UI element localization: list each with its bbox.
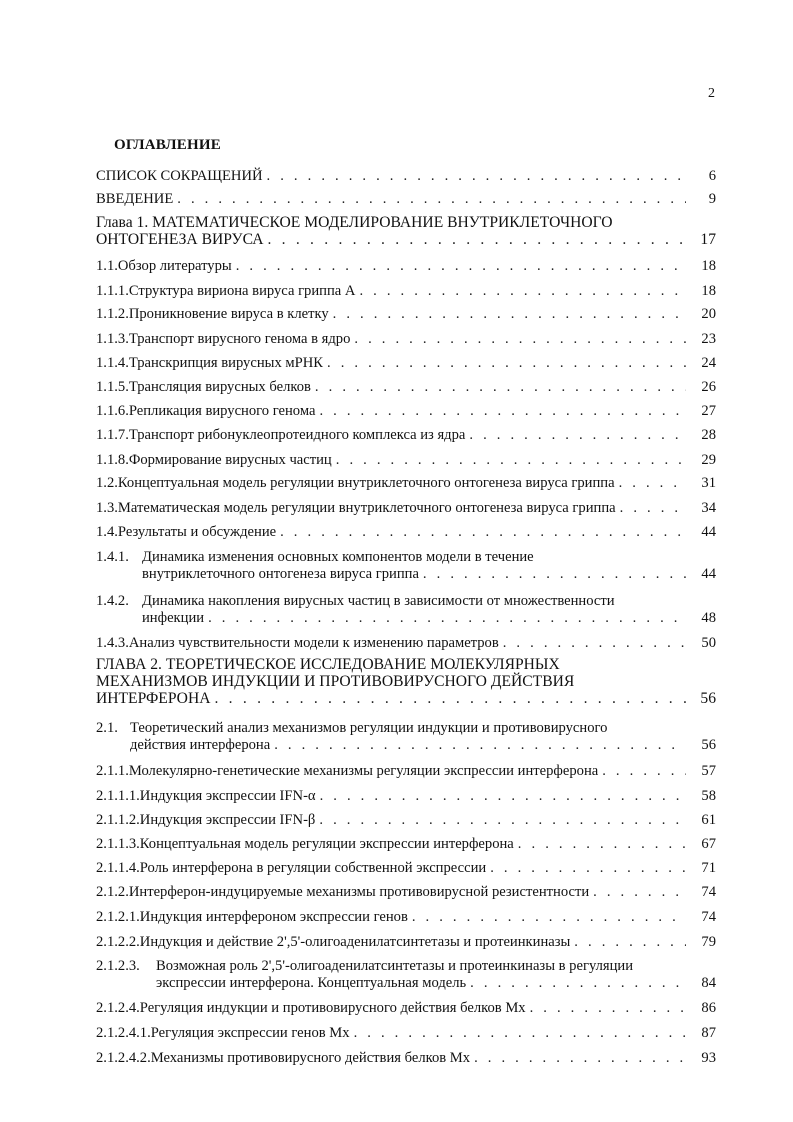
toc-entry-number: 2.1.2.3. (96, 958, 140, 974)
dot-leader (319, 403, 686, 420)
toc-page-number: 44 (701, 524, 716, 540)
toc-entry-title: Транскрипция вирусных мРНК (128, 355, 324, 371)
dot-leader (474, 1050, 686, 1067)
toc-page-number: 74 (701, 884, 716, 900)
toc-entry-number: 1.4.1. (96, 549, 129, 565)
toc-entry-title: действия интерферона (130, 737, 271, 753)
toc-title: ОГЛАВЛЕНИЕ (114, 137, 221, 153)
toc-page-number: 31 (701, 475, 716, 491)
toc-entry-title: Формирование вирусных частиц (128, 452, 332, 468)
dot-leader (469, 427, 686, 444)
toc-entry-title: ГЛАВА 2. ТЕОРЕТИЧЕСКОЕ ИССЛЕДОВАНИЕ МОЛЕКУЛЯРНЫХ (96, 656, 560, 673)
toc-entry-title: Индукция экспрессии IFN-β (139, 812, 316, 828)
dot-leader (327, 355, 686, 372)
toc-entry-title: Анализ чувствительности модели к изменению параметров (128, 635, 499, 651)
toc-entry[interactable] (96, 1050, 716, 1067)
toc-entry-number: 1.1.3. (96, 331, 129, 347)
toc-entry-title: Индукция интерфероном экспрессии генов (139, 909, 408, 925)
toc-entry[interactable] (96, 812, 716, 829)
dot-leader (320, 788, 686, 805)
toc-entry-number: 1.4.2. (96, 593, 129, 609)
toc-entry-title: Интерферон-индуцируемые механизмы противовирусной резистентности (128, 884, 590, 900)
toc-entry-title: МЕХАНИЗМОВ ИНДУКЦИИ И ПРОТИВОВИРУСНОГО ДЕЙСТВИЯ (96, 673, 575, 690)
dot-leader (274, 737, 686, 754)
toc-entry-title: Транспорт рибонуклеопротеидного комплекса из ядра (128, 427, 466, 443)
toc-entry-number: 1.1.5. (96, 379, 129, 395)
dot-leader (267, 231, 686, 248)
toc-entry-title: Механизмы противовирусного действия белков Мх (150, 1050, 471, 1066)
toc-entry-title: Глава 1. МАТЕМАТИЧЕСКОЕ МОДЕЛИРОВАНИЕ ВНУТРИКЛЕТОЧНОГО (96, 214, 613, 231)
toc-entry[interactable] (96, 168, 716, 185)
toc-page-number: 84 (701, 975, 716, 991)
toc-page-number: 57 (701, 763, 716, 779)
toc-entry-number: 1.1. (96, 258, 118, 274)
toc-entry[interactable] (96, 524, 716, 541)
toc-page-number: 61 (701, 812, 716, 828)
dot-leader (280, 524, 686, 541)
toc-page-number: 56 (700, 690, 716, 707)
page-number: 2 (708, 86, 715, 101)
toc-page-number: 93 (701, 1050, 716, 1066)
toc-entry-number: 1.4. (96, 524, 118, 540)
toc-entry[interactable] (96, 934, 716, 951)
toc-entry-number: 2.1.2.1. (96, 909, 140, 925)
toc-entry-number: 1.1.8. (96, 452, 129, 468)
toc-entry-number: 1.1.1. (96, 283, 129, 299)
toc-entry-title: экспрессии интерферона. Концептуальная модель (156, 975, 467, 991)
toc-entry-number: 2.1.1.4. (96, 860, 140, 876)
toc-entry[interactable] (96, 355, 716, 372)
toc-entry-title: Концептуальная модель регуляции внутриклеточного онтогенеза вируса гриппа (117, 475, 615, 491)
dot-leader (412, 909, 686, 926)
toc-entry-title: Результаты и обсуждение (117, 524, 277, 540)
toc-entry-number: 1.4.3. (96, 635, 129, 651)
toc-page-number: 18 (701, 258, 716, 274)
toc-entry-title: ИНТЕРФЕРОНА (96, 690, 211, 707)
toc-entry-number: 2.1.2. (96, 884, 129, 900)
toc-entry[interactable] (96, 191, 716, 208)
toc-page-number: 24 (701, 355, 716, 371)
toc-entry[interactable] (96, 283, 716, 300)
toc-entry[interactable] (96, 763, 716, 780)
toc-page-number: 6 (708, 168, 716, 184)
toc-entry-title: Теоретический анализ механизмов регуляции индукции и противовирусного (130, 720, 608, 736)
toc-entry[interactable] (96, 258, 716, 275)
toc-page-number: 79 (701, 934, 716, 950)
toc-entry-title: СПИСОК СОКРАЩЕНИЙ (96, 168, 263, 184)
toc-page-number: 26 (701, 379, 716, 395)
dot-leader (354, 331, 686, 348)
toc-entry[interactable] (96, 331, 716, 348)
toc-page-number: 67 (701, 836, 716, 852)
dot-leader (336, 452, 686, 469)
dot-leader (208, 610, 686, 627)
dot-leader (503, 635, 686, 652)
toc-entry[interactable] (96, 1025, 716, 1042)
toc-page-number: 9 (708, 191, 716, 207)
toc-entry[interactable] (96, 884, 716, 901)
dot-leader (518, 836, 686, 853)
toc-entry-title: Транспорт вирусного генома в ядро (128, 331, 351, 347)
toc-entry[interactable] (96, 788, 716, 805)
dot-leader (333, 306, 686, 323)
toc-page-number: 50 (701, 635, 716, 651)
toc-entry[interactable] (96, 836, 716, 853)
dot-leader (490, 860, 686, 877)
toc-page-number: 86 (701, 1000, 716, 1016)
dot-leader (530, 1000, 686, 1017)
toc-entry[interactable] (96, 306, 716, 323)
toc-page-number: 34 (701, 500, 716, 516)
toc-entry-title: Регуляция экспрессии генов Мх (150, 1025, 350, 1041)
toc-entry[interactable] (96, 500, 716, 517)
dot-leader (354, 1025, 686, 1042)
toc-page-number: 74 (701, 909, 716, 925)
dot-leader (236, 258, 686, 275)
toc-page-number: 17 (700, 231, 716, 248)
toc-entry-title: Трансляция вирусных белков (128, 379, 311, 395)
toc-entry-number: 2.1.1.1. (96, 788, 140, 804)
toc-page-number: 44 (701, 566, 716, 582)
toc-entry-number: 1.2. (96, 475, 118, 491)
toc-page-number: 27 (701, 403, 716, 419)
toc-page-number: 48 (701, 610, 716, 626)
toc-entry-number: 2.1.1. (96, 763, 129, 779)
toc-entry-title: Динамика накопления вирусных частиц в зависимости от множественности (142, 593, 615, 609)
toc-entry-title: ОНТОГЕНЕЗА ВИРУСА (96, 231, 264, 248)
toc-entry[interactable] (96, 958, 716, 992)
toc-entry[interactable] (96, 635, 716, 652)
toc-entry-title: Репликация вирусного генома (128, 403, 316, 419)
toc-entry-number: 2.1.2.4. (96, 1000, 140, 1016)
toc-entry-title: Индукция и действие 2',5'-олигоаденилатсинтетазы и протеинкиназы (139, 934, 571, 950)
toc-entry-number: 2.1.1.3. (96, 836, 140, 852)
toc-entry[interactable] (96, 720, 716, 754)
toc-entry-title: Проникновение вируса в клетку (128, 306, 329, 322)
toc-entry-title: Возможная роль 2',5'-олигоаденилатсинтетазы и протеинкиназы в регуляции (156, 958, 634, 974)
toc-entry[interactable] (96, 214, 716, 248)
toc-entry-title: Концептуальная модель регуляции экспрессии интерферона (139, 836, 514, 852)
toc-page-number: 87 (701, 1025, 716, 1041)
dot-leader (359, 283, 686, 300)
toc-entry-number: 2.1.2.4.2. (96, 1050, 151, 1066)
toc-entry-title: внутриклеточного онтогенеза вируса гриппа (142, 566, 419, 582)
dot-leader (315, 379, 686, 396)
toc-entry-title: инфекции (142, 610, 205, 626)
toc-entry-number: 2.1.2.4.1. (96, 1025, 151, 1041)
dot-leader (602, 763, 686, 780)
toc-page-number: 56 (701, 737, 716, 753)
toc-entry[interactable] (96, 909, 716, 926)
toc-entry[interactable] (96, 593, 716, 627)
toc-entry-title: ВВЕДЕНИЕ (96, 191, 174, 207)
toc-entry-number: 1.1.7. (96, 427, 129, 443)
toc-entry-title: Роль интерферона в регуляции собственной экспрессии (139, 860, 487, 876)
toc-page-number: 18 (701, 283, 716, 299)
toc-page-number: 29 (701, 452, 716, 468)
toc-entry[interactable] (96, 403, 716, 420)
toc-page-number: 58 (701, 788, 716, 804)
toc-entry[interactable] (96, 1000, 716, 1017)
toc-entry[interactable] (96, 452, 716, 469)
toc-entry-title: Структура вириона вируса гриппа А (128, 283, 356, 299)
toc-page-number: 28 (701, 427, 716, 443)
toc-entry-number: 2.1.2.2. (96, 934, 140, 950)
dot-leader (593, 884, 686, 901)
toc-entry-number: 2.1.1.2. (96, 812, 140, 828)
dot-leader (267, 168, 686, 185)
dot-leader (620, 500, 686, 517)
toc-page-number: 71 (701, 860, 716, 876)
toc-entry-title: Индукция экспрессии IFN-α (139, 788, 316, 804)
dot-leader (177, 191, 686, 208)
dot-leader (423, 566, 686, 583)
toc-entry[interactable] (96, 475, 716, 492)
toc-entry-number: 1.3. (96, 500, 118, 516)
dot-leader (619, 475, 686, 492)
toc-entry-number: 1.1.2. (96, 306, 129, 322)
toc-entry-title: Регуляция индукции и противовирусного действия белков Мх (139, 1000, 526, 1016)
toc-entry[interactable] (96, 656, 716, 707)
toc-entry-title: Обзор литературы (117, 258, 232, 274)
toc-entry-title: Математическая модель регуляции внутриклеточного онтогенеза вируса гриппа (117, 500, 616, 516)
toc-entry[interactable] (96, 860, 716, 877)
dot-leader (470, 975, 686, 992)
dot-leader (214, 690, 686, 707)
toc-entry[interactable] (96, 379, 716, 396)
toc-entry-number: 2.1. (96, 720, 118, 736)
toc-page-number: 20 (701, 306, 716, 322)
toc-entry-number: 1.1.4. (96, 355, 129, 371)
toc-entry-title: Динамика изменения основных компонентов модели в течение (142, 549, 534, 565)
toc-entry-title: Молекулярно-генетические механизмы регуляции экспрессии интерферона (128, 763, 599, 779)
toc-entry[interactable] (96, 427, 716, 444)
toc-page-number: 23 (701, 331, 716, 347)
dot-leader (319, 812, 686, 829)
dot-leader (574, 934, 686, 951)
toc-entry-number: 1.1.6. (96, 403, 129, 419)
toc-entry[interactable] (96, 549, 716, 583)
